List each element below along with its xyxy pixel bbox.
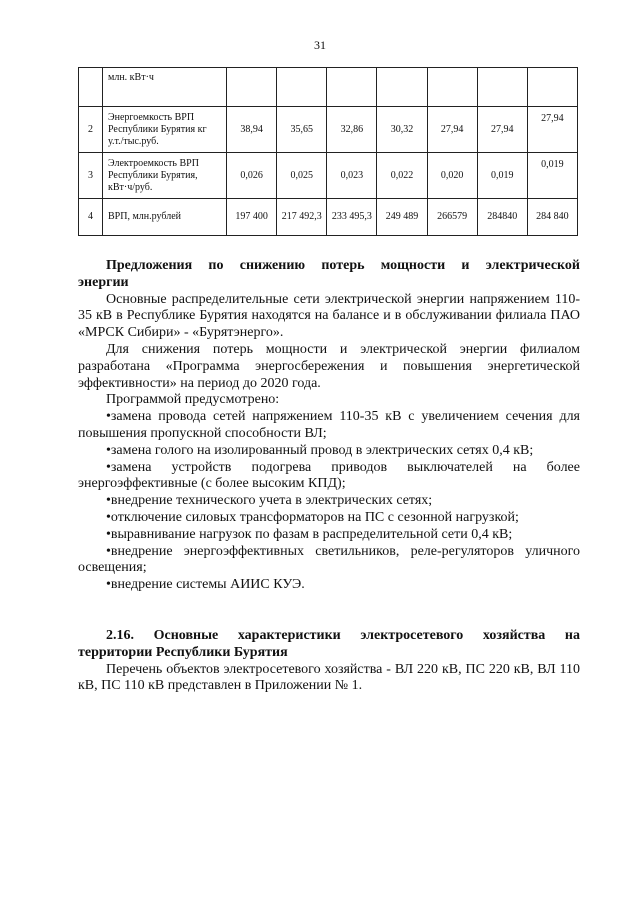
table-row xyxy=(79,199,578,236)
row-number: 2 xyxy=(79,107,103,153)
table-cell: 0,022 xyxy=(377,153,427,199)
section-heading xyxy=(78,628,580,662)
table-cell: 284840 xyxy=(477,199,527,236)
section-grid-characteristics xyxy=(78,628,580,695)
table-cell xyxy=(277,68,327,107)
page-number: 31 xyxy=(314,38,326,52)
table-cell: 0,019 xyxy=(527,153,577,199)
row-number xyxy=(79,68,103,107)
section-heading-line: энергии xyxy=(78,274,129,290)
paragraph: Для снижения потерь мощности и электрической энергии филиалом разработана «Программа энергосбережения и повышения энергетической эффективности» на период до 2020 года. xyxy=(78,341,580,391)
table-cell: 0,025 xyxy=(277,153,327,199)
table-cell: 30,32 xyxy=(377,107,427,153)
bullet-item: •замена провода сетей напряжением 110-35 кВ с увеличением сечения для повышения пропускной способности ВЛ; xyxy=(78,409,580,441)
data-table xyxy=(78,67,578,236)
table-cell xyxy=(427,68,477,107)
bullet-item: •внедрение технического учета в электрических сетях; xyxy=(106,493,433,509)
table-cell: 32,86 xyxy=(327,107,377,153)
row-indicator-name: ВРП, млн.рублей xyxy=(103,199,227,236)
table-cell: 27,94 xyxy=(477,107,527,153)
table-cell: 284 840 xyxy=(527,199,577,236)
section-heading-line: территории Республики Бурятия xyxy=(78,644,288,660)
section-heading-line: 2.16. Основные характеристики электросетевого хозяйства на xyxy=(106,628,580,643)
row-indicator-name: Электроемкость ВРП Республики Бурятия, кВт·ч/руб. xyxy=(103,153,227,199)
bullet-item: •выравнивание нагрузок по фазам в распределительной сети 0,4 кВ; xyxy=(106,526,513,542)
table-cell: 38,94 xyxy=(227,107,277,153)
table-cell xyxy=(477,68,527,107)
table-cell: 27,94 xyxy=(527,107,577,153)
bullet-item: •внедрение системы АИИС КУЭ. xyxy=(106,577,305,593)
row-indicator-name: Энергоемкость ВРП Республики Бурятия кг у.т./тыс.руб. xyxy=(103,107,227,153)
table-cell: 217 492,3 xyxy=(277,199,327,236)
paragraph: Перечень объектов электросетевого хозяйства - ВЛ 220 кВ, ПС 220 кВ, ВЛ 110 кВ, ПС 110 кВ представлен в Приложении № 1. xyxy=(78,661,580,694)
table-cell: 0,020 xyxy=(427,153,477,199)
row-indicator-name: млн. кВт·ч xyxy=(103,68,227,107)
paragraph: Программой предусмотрено: xyxy=(106,392,280,408)
table-cell xyxy=(327,68,377,107)
table-cell: 0,023 xyxy=(327,153,377,199)
bullet-item: •отключение силовых трансформаторов на ПС с сезонной нагрузкой; xyxy=(106,509,519,525)
table-cell: 197 400 xyxy=(227,199,277,236)
table-cell: 27,94 xyxy=(427,107,477,153)
table-row xyxy=(79,153,578,199)
table-cell xyxy=(377,68,427,107)
bullet-item: •замена устройств подогрева приводов выключателей на более энергоэффективные (с более высоким КПД); xyxy=(78,459,580,492)
table-cell: 266579 xyxy=(427,199,477,236)
table-row xyxy=(79,68,578,107)
table-row xyxy=(79,107,578,153)
section-heading-line: Предложения по снижению потерь мощности и электрической xyxy=(106,258,580,273)
table-cell: 0,019 xyxy=(477,153,527,199)
table-cell: 35,65 xyxy=(277,107,327,153)
table-cell xyxy=(227,68,277,107)
paragraph: Основные распределительные сети электрической энергии напряжением 110-35 кВ в Республике Бурятия находятся на балансе и в обслуживании филиала ПАО «МРСК Сибири» - «Бурятэнерго». xyxy=(78,291,580,341)
section-heading xyxy=(78,258,580,292)
bullet-item: •замена голого на изолированный провод в электрических сетях 0,4 кВ; xyxy=(106,442,534,458)
row-number: 3 xyxy=(79,153,103,199)
row-number: 4 xyxy=(79,199,103,236)
section-loss-reduction xyxy=(78,258,580,594)
table-cell xyxy=(527,68,577,107)
bullet-item: •внедрение энергоэффективных светильников, реле-регуляторов уличного освещения; xyxy=(78,543,580,576)
table-cell: 249 489 xyxy=(377,199,427,236)
table-cell: 0,026 xyxy=(227,153,277,199)
table-cell: 233 495,3 xyxy=(327,199,377,236)
